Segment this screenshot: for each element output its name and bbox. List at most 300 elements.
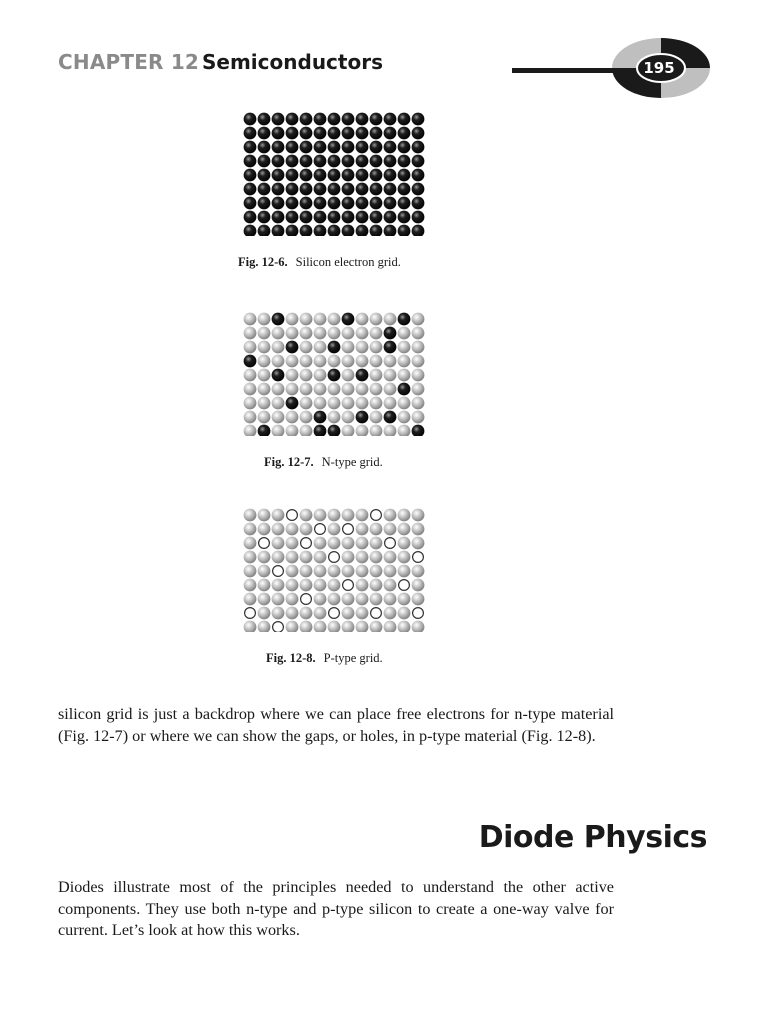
free-electron [342, 313, 355, 326]
silicon-atom [244, 313, 257, 326]
silicon-atom [258, 383, 271, 396]
free-electron [328, 369, 341, 382]
silicon-atom [244, 197, 257, 210]
silicon-atom [342, 607, 355, 620]
silicon-atom [258, 411, 271, 424]
silicon-atom [412, 537, 425, 550]
silicon-atom [342, 211, 355, 224]
silicon-atom [328, 537, 341, 550]
silicon-atom [412, 327, 425, 340]
silicon-atom [272, 183, 285, 196]
silicon-atom [398, 411, 411, 424]
free-electron [272, 313, 285, 326]
silicon-atom [272, 425, 285, 436]
silicon-atom [412, 565, 425, 578]
silicon-atom [356, 313, 369, 326]
silicon-atom [244, 411, 257, 424]
silicon-atom [272, 127, 285, 140]
hole [413, 608, 424, 619]
free-electron [356, 411, 369, 424]
silicon-atom [342, 225, 355, 236]
silicon-atom [286, 183, 299, 196]
silicon-atom [314, 593, 327, 606]
silicon-atom [258, 341, 271, 354]
silicon-atom [286, 607, 299, 620]
silicon-atom [412, 211, 425, 224]
silicon-atom [328, 113, 341, 126]
silicon-atom [342, 127, 355, 140]
free-electron [258, 425, 271, 436]
silicon-atom [342, 551, 355, 564]
silicon-atom [272, 537, 285, 550]
silicon-atom [244, 593, 257, 606]
silicon-atom [370, 327, 383, 340]
silicon-atom [272, 355, 285, 368]
hole [343, 580, 354, 591]
silicon-atom [412, 313, 425, 326]
silicon-atom [258, 327, 271, 340]
silicon-atom [244, 579, 257, 592]
silicon-atom [272, 523, 285, 536]
silicon-atom [398, 169, 411, 182]
silicon-atom [370, 169, 383, 182]
silicon-atom [244, 621, 257, 632]
hole [385, 538, 396, 549]
silicon-atom [412, 113, 425, 126]
silicon-atom [384, 523, 397, 536]
silicon-atom [300, 523, 313, 536]
hole [371, 608, 382, 619]
silicon-atom [356, 355, 369, 368]
silicon-atom [384, 593, 397, 606]
silicon-atom [244, 341, 257, 354]
silicon-atom [328, 211, 341, 224]
silicon-atom [258, 183, 271, 196]
silicon-atom [370, 369, 383, 382]
figure-caption [264, 455, 383, 470]
silicon-atom [328, 397, 341, 410]
silicon-atom [244, 327, 257, 340]
silicon-atom [244, 169, 257, 182]
silicon-atom [398, 621, 411, 632]
silicon-atom [384, 183, 397, 196]
silicon-atom [272, 509, 285, 522]
silicon-atom [356, 425, 369, 436]
silicon-atom [258, 565, 271, 578]
silicon-atom [258, 169, 271, 182]
silicon-atom [412, 355, 425, 368]
silicon-atom [272, 607, 285, 620]
silicon-atom [328, 565, 341, 578]
hole [273, 566, 284, 577]
silicon-atom [314, 397, 327, 410]
silicon-atom [384, 425, 397, 436]
figure-label: Fig. 12-8. [266, 651, 316, 665]
silicon-atom [356, 183, 369, 196]
silicon-atom [314, 537, 327, 550]
silicon-atom [272, 169, 285, 182]
silicon-atom [286, 113, 299, 126]
silicon-atom [258, 141, 271, 154]
silicon-atom [286, 211, 299, 224]
silicon-atom [272, 197, 285, 210]
silicon-atom [300, 127, 313, 140]
silicon-atom [300, 607, 313, 620]
silicon-atom [412, 621, 425, 632]
silicon-atom [412, 383, 425, 396]
silicon-atom [384, 211, 397, 224]
silicon-atom [314, 127, 327, 140]
silicon-atom [328, 183, 341, 196]
silicon-atom [328, 141, 341, 154]
silicon-atom [342, 113, 355, 126]
silicon-atom [286, 565, 299, 578]
silicon-atom [272, 397, 285, 410]
silicon-atom [356, 327, 369, 340]
silicon-atom [272, 579, 285, 592]
silicon-atom [342, 411, 355, 424]
silicon-atom [328, 313, 341, 326]
silicon-atom [412, 127, 425, 140]
silicon-atom [342, 565, 355, 578]
free-electron [286, 397, 299, 410]
silicon-atom [300, 565, 313, 578]
silicon-atom [356, 537, 369, 550]
figure-caption-text: Silicon electron grid. [295, 255, 401, 269]
silicon-atom [412, 155, 425, 168]
silicon-atom [258, 369, 271, 382]
silicon-atom [314, 341, 327, 354]
silicon-atom [300, 197, 313, 210]
silicon-atom [356, 621, 369, 632]
silicon-atom [412, 225, 425, 236]
silicon-atom [370, 211, 383, 224]
silicon-atom [398, 523, 411, 536]
silicon-atom [314, 579, 327, 592]
silicon-atom [272, 341, 285, 354]
silicon-atom [412, 169, 425, 182]
silicon-atom [300, 211, 313, 224]
silicon-atom [258, 523, 271, 536]
silicon-atom [286, 537, 299, 550]
silicon-atom [300, 621, 313, 632]
silicon-atom [412, 197, 425, 210]
figure-label: Fig. 12-6. [238, 255, 288, 269]
silicon-atom [258, 211, 271, 224]
silicon-atom [300, 411, 313, 424]
silicon-atom [314, 169, 327, 182]
hole [413, 552, 424, 563]
silicon-atom [258, 313, 271, 326]
silicon-atom [356, 593, 369, 606]
silicon-atom [384, 621, 397, 632]
silicon-atom [370, 537, 383, 550]
silicon-atom [286, 313, 299, 326]
silicon-atom [314, 327, 327, 340]
silicon-atom [356, 383, 369, 396]
silicon-atom [370, 593, 383, 606]
silicon-atom [342, 141, 355, 154]
silicon-atom [356, 211, 369, 224]
silicon-atom [356, 225, 369, 236]
silicon-atom [314, 155, 327, 168]
silicon-atom [286, 411, 299, 424]
silicon-atom [314, 551, 327, 564]
silicon-atom [328, 327, 341, 340]
silicon-atom [300, 397, 313, 410]
silicon-atom [370, 397, 383, 410]
silicon-atom [300, 579, 313, 592]
silicon-atom [384, 579, 397, 592]
silicon-atom [412, 141, 425, 154]
silicon-atom [244, 565, 257, 578]
silicon-atom [300, 141, 313, 154]
silicon-atom [356, 169, 369, 182]
silicon-atom [398, 593, 411, 606]
silicon-atom [244, 537, 257, 550]
body-paragraph: silicon grid is just a backdrop where we can place free electrons for n-type material (Fig. 12-7) or where we can show the gaps, or holes, in p-type material (Fig. 12-8). [58, 705, 614, 745]
silicon-atom [412, 369, 425, 382]
hole [287, 510, 298, 521]
silicon-atom [300, 369, 313, 382]
silicon-atom [342, 197, 355, 210]
silicon-atom [244, 509, 257, 522]
silicon-atom [356, 565, 369, 578]
silicon-atom [398, 565, 411, 578]
hole [343, 524, 354, 535]
silicon-atom [356, 509, 369, 522]
silicon-atom [258, 155, 271, 168]
silicon-atom [300, 313, 313, 326]
silicon-atom [244, 369, 257, 382]
silicon-atom [384, 565, 397, 578]
silicon-atom [258, 397, 271, 410]
silicon-atom [314, 113, 327, 126]
silicon-atom [370, 341, 383, 354]
silicon-atom [300, 551, 313, 564]
silicon-atom [342, 155, 355, 168]
silicon-atom [370, 313, 383, 326]
silicon-atom [412, 579, 425, 592]
section-heading: Diode Physics [478, 820, 707, 855]
silicon-atom [244, 183, 257, 196]
silicon-atom [398, 607, 411, 620]
silicon-atom [272, 327, 285, 340]
silicon-atom [300, 225, 313, 236]
silicon-atom [342, 537, 355, 550]
free-electron [356, 369, 369, 382]
silicon-atom [244, 141, 257, 154]
free-electron [412, 425, 425, 436]
silicon-atom [370, 355, 383, 368]
silicon-atom [384, 509, 397, 522]
silicon-atom [384, 225, 397, 236]
silicon-atom [412, 509, 425, 522]
silicon-atom [370, 225, 383, 236]
free-electron [398, 313, 411, 326]
silicon-atom [412, 341, 425, 354]
silicon-atom [412, 411, 425, 424]
silicon-atom [328, 593, 341, 606]
silicon-atom [258, 509, 271, 522]
free-electron [244, 355, 257, 368]
silicon-atom [286, 369, 299, 382]
silicon-atom [356, 523, 369, 536]
chapter-label: CHAPTER 12 [58, 50, 200, 74]
silicon-atom [412, 183, 425, 196]
silicon-atom [244, 551, 257, 564]
free-electron [384, 341, 397, 354]
p-type-grid-image [241, 506, 427, 632]
silicon-atom [342, 327, 355, 340]
silicon-atom [398, 327, 411, 340]
silicon-atom [244, 523, 257, 536]
silicon-atom [328, 127, 341, 140]
silicon-atom [314, 509, 327, 522]
free-electron [384, 411, 397, 424]
silicon-atom [244, 383, 257, 396]
free-electron [314, 411, 327, 424]
free-electron [328, 425, 341, 436]
silicon-atom [258, 127, 271, 140]
silicon-atom [314, 607, 327, 620]
n-type-grid-image [241, 310, 427, 436]
silicon-atom [342, 183, 355, 196]
silicon-atom [244, 127, 257, 140]
silicon-atom [370, 621, 383, 632]
free-electron [286, 341, 299, 354]
silicon-atom [370, 425, 383, 436]
silicon-atom [314, 565, 327, 578]
silicon-atom [300, 425, 313, 436]
body-paragraph: Diodes illustrate most of the principles needed to understand the other active components. They use both n-type and p-type silicon to create a one-way valve for current. Let’s look at how this works. [58, 878, 614, 939]
silicon-electron-grid-image [241, 110, 427, 236]
silicon-atom [300, 113, 313, 126]
silicon-atom [328, 225, 341, 236]
silicon-atom [356, 141, 369, 154]
free-electron [328, 341, 341, 354]
silicon-atom [342, 397, 355, 410]
silicon-atom [314, 141, 327, 154]
silicon-atom [286, 523, 299, 536]
silicon-atom [328, 197, 341, 210]
silicon-atom [272, 225, 285, 236]
silicon-atom [272, 593, 285, 606]
silicon-atom [258, 225, 271, 236]
silicon-atom [398, 211, 411, 224]
silicon-atom [258, 593, 271, 606]
silicon-atom [356, 197, 369, 210]
silicon-atom [314, 197, 327, 210]
silicon-atom [272, 113, 285, 126]
silicon-atom [398, 155, 411, 168]
silicon-atom [328, 169, 341, 182]
silicon-atom [314, 355, 327, 368]
silicon-atom [398, 425, 411, 436]
silicon-atom [328, 509, 341, 522]
silicon-atom [342, 355, 355, 368]
silicon-atom [356, 551, 369, 564]
figure-p-type-grid [241, 506, 427, 632]
figure-label: Fig. 12-7. [264, 455, 314, 469]
silicon-atom [328, 411, 341, 424]
silicon-atom [272, 383, 285, 396]
silicon-atom [398, 141, 411, 154]
silicon-atom [314, 225, 327, 236]
silicon-atom [258, 579, 271, 592]
silicon-atom [286, 383, 299, 396]
silicon-atom [328, 355, 341, 368]
free-electron [384, 327, 397, 340]
silicon-atom [286, 355, 299, 368]
silicon-atom [328, 383, 341, 396]
silicon-atom [356, 397, 369, 410]
silicon-atom [286, 327, 299, 340]
silicon-atom [384, 169, 397, 182]
silicon-atom [384, 313, 397, 326]
silicon-atom [384, 383, 397, 396]
figure-caption [238, 255, 401, 270]
silicon-atom [342, 341, 355, 354]
silicon-atom [286, 155, 299, 168]
silicon-atom [398, 197, 411, 210]
silicon-atom [398, 225, 411, 236]
silicon-atom [370, 113, 383, 126]
silicon-atom [244, 425, 257, 436]
silicon-atom [356, 155, 369, 168]
hole [259, 538, 270, 549]
silicon-atom [342, 169, 355, 182]
silicon-atom [286, 197, 299, 210]
hole [245, 608, 256, 619]
silicon-atom [244, 155, 257, 168]
silicon-atom [370, 197, 383, 210]
silicon-atom [286, 141, 299, 154]
silicon-atom [314, 211, 327, 224]
hole [329, 552, 340, 563]
silicon-atom [314, 313, 327, 326]
silicon-atom [286, 593, 299, 606]
hole [273, 622, 284, 632]
silicon-atom [272, 155, 285, 168]
silicon-atom [384, 355, 397, 368]
silicon-atom [286, 169, 299, 182]
silicon-atom [384, 607, 397, 620]
hole [399, 580, 410, 591]
silicon-atom [342, 593, 355, 606]
silicon-atom [370, 565, 383, 578]
silicon-atom [258, 113, 271, 126]
silicon-atom [328, 155, 341, 168]
silicon-atom [412, 397, 425, 410]
silicon-atom [272, 411, 285, 424]
silicon-atom [258, 621, 271, 632]
silicon-atom [328, 579, 341, 592]
silicon-atom [398, 397, 411, 410]
silicon-atom [286, 225, 299, 236]
silicon-atom [328, 621, 341, 632]
silicon-atom [370, 383, 383, 396]
silicon-atom [300, 169, 313, 182]
silicon-atom [300, 383, 313, 396]
silicon-atom [300, 155, 313, 168]
silicon-atom [384, 127, 397, 140]
silicon-atom [272, 211, 285, 224]
silicon-atom [398, 355, 411, 368]
silicon-atom [300, 327, 313, 340]
page-number: 195 [643, 59, 675, 77]
silicon-atom [300, 341, 313, 354]
